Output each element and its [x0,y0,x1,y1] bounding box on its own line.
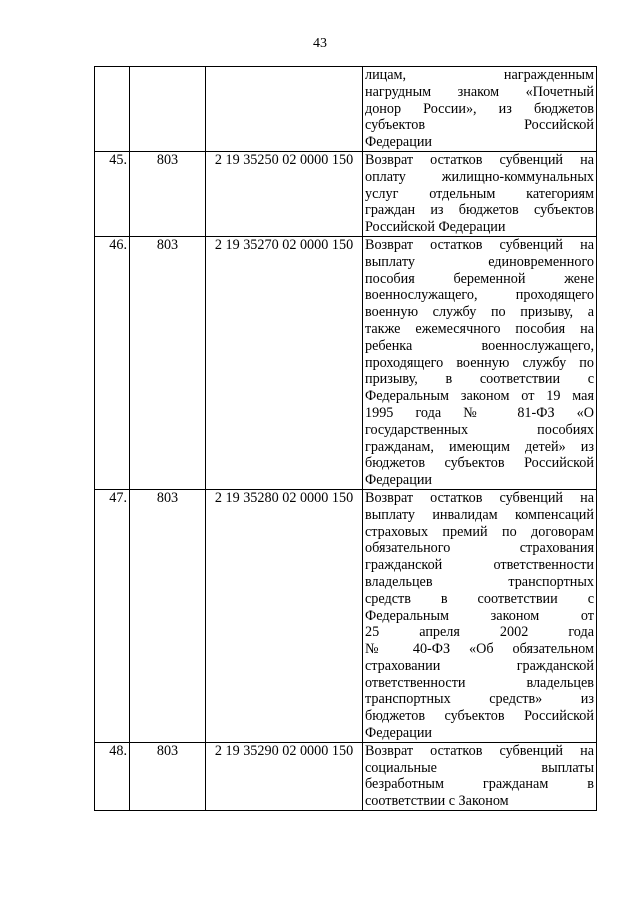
description-line: Федерации [365,472,433,489]
description-line: транспортных средств» из [365,691,594,708]
description-line: средств в соответствии с [365,590,594,607]
description-line: обязательного страхования [365,540,594,557]
table-row [95,67,597,152]
description-line: ребенка военнослужащего, [365,337,594,354]
budget-codes-table [94,66,597,811]
description-line: пособия беременной жене [365,270,594,287]
row-number-cell: 48. [95,742,130,810]
row-number-cell: 46. [95,236,130,489]
table-row [95,151,597,236]
description-line: гражданской ответственности [365,557,594,574]
description-cell [363,742,597,810]
description-line: бюджетов субъектов Российской [365,455,594,472]
description-line: выплату инвалидам компенсаций [365,506,594,523]
description-line: Возврат остатков субвенций на [365,236,594,253]
description-cell [363,489,597,742]
description-line: также ежемесячного пособия на [365,320,594,337]
description-line: Федеральным законом от 19 мая [365,388,594,405]
description-line: социальные выплаты [365,759,594,776]
budget-code-cell: 2 19 35280 02 0000 150 [206,489,363,742]
description-line: Возврат остатков субвенций на [365,742,594,759]
description-line: проходящего военную службу по [365,354,594,371]
description-line: страховании гражданской [365,657,594,674]
description-line: выплату единовременного [365,253,594,270]
table-row [95,742,597,810]
description-line: Федерации [365,725,433,742]
description-line: Федеральным законом от [365,607,594,624]
description-line: 25 апреля 2002 года [365,624,594,641]
description-line: ответственности владельцев [365,674,594,691]
description-line: безработным гражданам в [365,776,594,793]
description-line: нагрудным знаком «Почетный [365,83,594,100]
description-line: военную службу по призыву, а [365,304,594,321]
description-line: субъектов Российской [365,117,594,134]
description-line: услуг отдельным категориям [365,185,594,202]
description-line: гражданам, имеющим детей» из [365,438,594,455]
description-line: государственных пособиях [365,421,594,438]
table-row [95,489,597,742]
row-number-cell: 47. [95,489,130,742]
description-cell [363,236,597,489]
admin-code-cell [130,67,206,152]
description-line: донор России», из бюджетов [365,100,594,117]
description-line: граждан из бюджетов субъектов [365,202,594,219]
budget-code-cell [206,67,363,152]
description-cell [363,151,597,236]
admin-code-cell: 803 [130,489,206,742]
admin-code-cell: 803 [130,742,206,810]
description-line: Возврат остатков субвенций на [365,489,594,506]
description-line: владельцев транспортных [365,573,594,590]
description-line: Российской Федерации [365,219,506,236]
budget-code-cell: 2 19 35270 02 0000 150 [206,236,363,489]
description-line: Федерации [365,134,433,151]
admin-code-cell: 803 [130,151,206,236]
description-line: призыву, в соответствии с [365,371,594,388]
page-number: 43 [313,36,327,51]
description-line: соответствии с Законом [365,793,509,810]
table-row [95,236,597,489]
budget-code-cell: 2 19 35250 02 0000 150 [206,151,363,236]
description-line: военнослужащего, проходящего [365,287,594,304]
description-line: оплату жилищно-коммунальных [365,168,594,185]
description-line: страховых премий по договорам [365,523,594,540]
description-line: лицам, награжденным [365,67,594,83]
description-cell [363,67,597,152]
description-line: 1995 года № 81-ФЗ «О [365,404,594,421]
row-number-cell [95,67,130,152]
admin-code-cell: 803 [130,236,206,489]
budget-code-cell: 2 19 35290 02 0000 150 [206,742,363,810]
description-line: № 40-ФЗ «Об обязательном [365,641,594,658]
row-number-cell: 45. [95,151,130,236]
description-line: Возврат остатков субвенций на [365,151,594,168]
description-line: бюджетов субъектов Российской [365,708,594,725]
